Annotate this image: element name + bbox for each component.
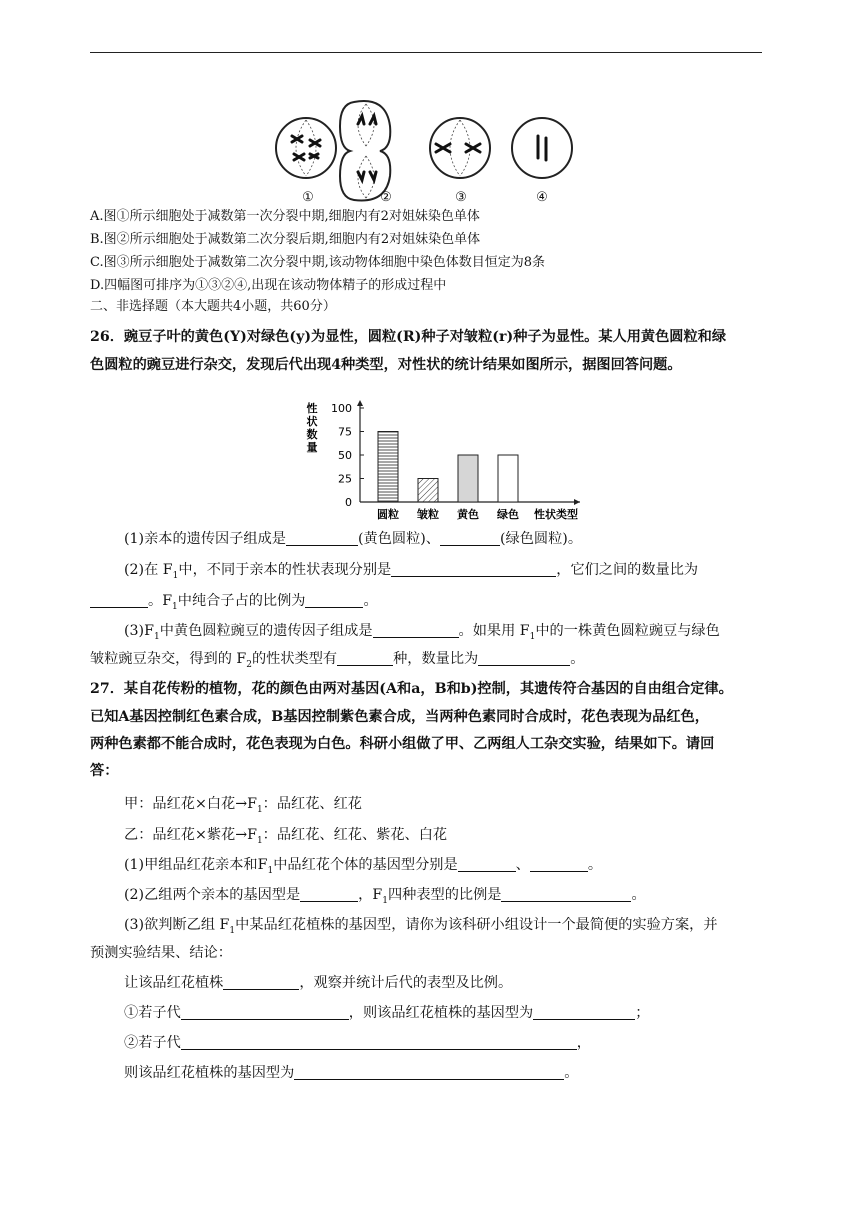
bar-0 (378, 432, 398, 503)
q27-result-2: ②若子代 ， (124, 1035, 591, 1051)
y-axis-label-char-3: 量 (306, 441, 318, 454)
y-tick-label-1: 25 (338, 472, 352, 486)
cell-2-drawing (340, 101, 390, 201)
q27-stem-line1: 27．某自花传粉的植物，花的颜色由两对基因(A和a，B和b)控制，其遗传符合基因的自由组合定律。 (90, 681, 733, 697)
q26-sub3-line1: $(3)F_1$中黄色圆粒豌豆的遗传因子组成是 。如果用 $F_1$中的一株黄色圆粒豌豆与绿色 (124, 623, 720, 642)
y-tick-label-0: 0 (345, 496, 352, 509)
q26-sub2-line2: 。$F_1$中纯合子占的比例为 。 (90, 588, 378, 621)
x-tick-label-0: 圆粒 (377, 508, 399, 521)
cell-label-4: ④ (536, 190, 548, 205)
section-title: 二、非选择题（本大题共4小题，共60分） (90, 299, 336, 314)
q27-sub1: (1)甲组品红花亲本和$F_1$中品红花个体的基因型分别是 、 。 (124, 857, 603, 876)
q27-cross-2: 乙：品红花×紫花$\to F_1$：品红花、红花、紫花、白花 (124, 827, 448, 846)
q27-stem-line4: 答： (90, 763, 119, 779)
q26-stem-line2: 色圆粒的豌豆进行杂交，发现后代出现4种类型，对性状的统计结果如图所示，据图回答问题。 (90, 357, 682, 373)
trait-bar-chart (300, 398, 600, 524)
q26-sub2-line1: (2)在 $F_1$中，不同于亲本的性状表现分别是 ，它们之间的数量比为 (124, 562, 699, 581)
q26-sub1: (1)亲本的遗传因子组成是 (黄色圆粒)、 (绿色圆粒)。 (124, 531, 583, 547)
y-tick-label-2: 50 (338, 449, 352, 462)
q27-cross-1: 甲：品红花×白花$\to F_1$：品红花、红花 (124, 796, 362, 815)
header-rule (90, 52, 762, 53)
y-tick-label-3: 75 (338, 425, 352, 439)
cell-label-2: ② (380, 190, 392, 205)
x-tick-label-1: 皱粒 (417, 508, 439, 521)
option-d: D.四幅图可排序为①③②④,出现在该动物体精子的形成过程中 (90, 278, 447, 293)
cell-3-drawing (430, 118, 490, 178)
option-b: B.图②所示细胞处于减数第二次分裂后期,细胞内有2对姐妹染色单体 (90, 232, 481, 247)
q27-result-2-conclusion: 则该品红花植株的基因型为 。 (124, 1065, 579, 1081)
option-a: A.图①所示细胞处于减数第一次分裂中期,细胞内有2对姐妹染色单体 (90, 209, 480, 224)
cell-label-3: ③ (455, 190, 467, 205)
q27-sub3-line2: 预测实验结果、结论： (90, 945, 232, 961)
x-axis-label: 性状类型 (534, 508, 578, 521)
x-tick-label-2: 黄色 (457, 508, 479, 521)
y-axis-label-char-1: 状 (306, 415, 318, 428)
y-axis-label-char-0: 性 (306, 402, 318, 415)
q26-sub3-line2: 皱粒豌豆杂交，得到的 $F_2$的性状类型有 种，数量比为 。 (90, 651, 585, 670)
q26-stem-line1: 26．豌豆子叶的黄色(Y)对绿色(y)为显性，圆粒(R)种子对皱粒(r)种子为显性。某人用黄色圆粒和绿 (90, 329, 727, 345)
bar-2 (458, 455, 478, 502)
q27-stem-line2: 已知A基因控制红色素合成，B基因控制紫色素合成，当两种色素同时合成时，花色表现为品红色， (90, 709, 709, 725)
q27-result-1: ①若子代 ，则该品红花植株的基因型为 ； (124, 1005, 650, 1021)
cell-label-1: ① (302, 190, 314, 205)
q27-plan: 让该品红花植株 ，观察并统计后代的表型及比例。 (124, 975, 513, 991)
q27-sub3-line1: (3)欲判断乙组 $F_1$中某品红花植株的基因型，请你为该科研小组设计一个最简便的实验方案，并 (124, 917, 718, 936)
q27-sub2: (2)乙组两个亲本的基因型是 ，$F_1$四种表型的比例是 。 (124, 887, 646, 906)
bar-3 (498, 455, 518, 502)
cell-4-drawing (512, 118, 572, 178)
cell-1-drawing (276, 118, 336, 178)
option-c: C.图③所示细胞处于减数第二次分裂中期,该动物体细胞中染色体数目恒定为8条 (90, 255, 546, 270)
y-tick-label-4: 100 (331, 402, 352, 415)
y-axis-label-char-2: 数 (306, 428, 318, 441)
x-axis-arrow (574, 499, 580, 505)
q27-stem-line3: 两种色素都不能合成时，花色表现为白色。科研小组做了甲、乙两组人工杂交实验，结果如下。请回 (90, 736, 715, 752)
y-axis-arrow (357, 400, 363, 406)
bar-1 (418, 479, 438, 503)
x-tick-label-3: 绿色 (497, 508, 519, 521)
